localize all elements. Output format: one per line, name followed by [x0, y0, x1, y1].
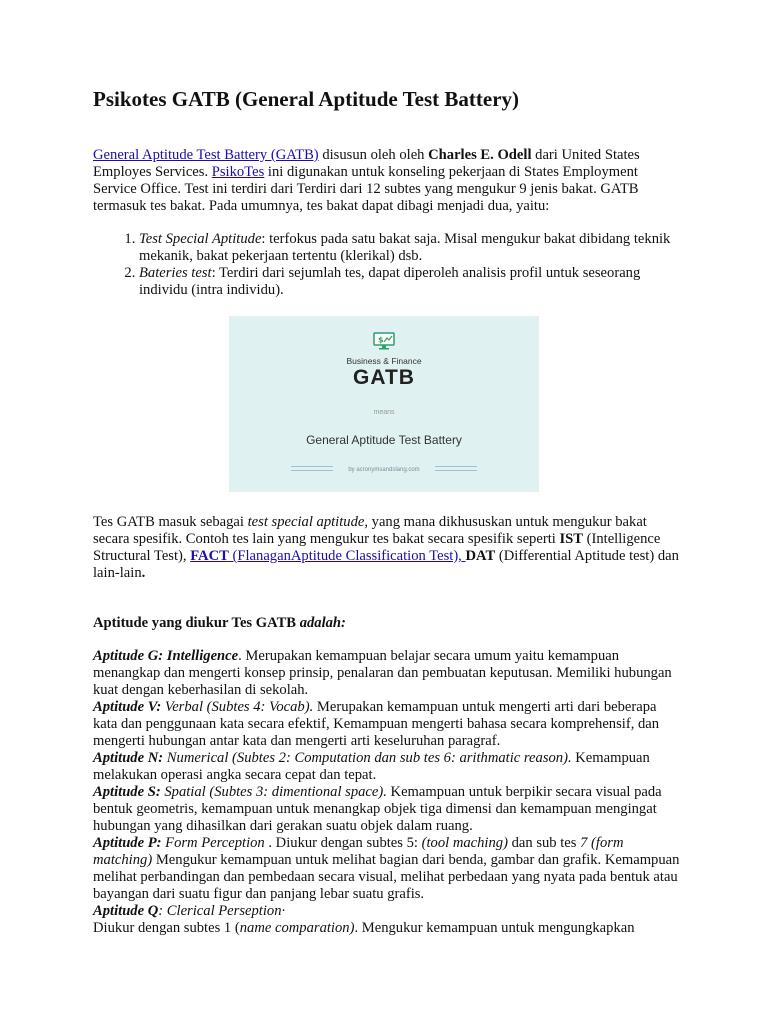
aptitude-emphasis: name comparation) [239, 920, 355, 936]
figure-category: Business & Finance [346, 356, 422, 366]
page-title: Psikotes GATB (General Aptitude Test Battery) [93, 87, 520, 111]
figure-credit: by acronymsandslang.com [348, 467, 420, 473]
aptitude-label: Aptitude G: Intelligence [93, 648, 239, 664]
aptitude-list [93, 648, 683, 937]
aptitude-text: . Diukur dengan subtes 5: [264, 835, 422, 851]
aptitude-v [93, 699, 683, 750]
aptitude-p [93, 835, 683, 903]
aptitude-text: Kemampuan melakukan operasi angka secara cepat dan tepat. [93, 750, 650, 783]
money-chart-icon [373, 332, 395, 350]
aptitude-label: Aptitude S: [93, 784, 161, 800]
aptitude-label: Aptitude Q [93, 903, 159, 919]
dat-term: DAT [465, 548, 496, 564]
test-types-list [93, 231, 683, 299]
intro-paragraph [93, 147, 683, 215]
aptitude-label: Aptitude V: [93, 699, 162, 715]
fact-link-text: (FlanaganAptitude Classification Test), [228, 548, 466, 564]
gatb-link[interactable]: General Aptitude Test Battery (GATB) [93, 147, 319, 163]
psikotes-link[interactable]: PsikoTes [211, 164, 265, 180]
aptitude-subtest: Spatial (Subtes 3: dimentional space). [160, 784, 387, 800]
aptitude-s [93, 784, 683, 835]
aptitude-text: Merupakan kemampuan untuk mengerti arti dari beberapa kata dan penggunaan kata secara efektif, Kemampuan mengerti bahasa secara komprehensif, dan mengerti hubungan antar kata dan mengerti arti keseluruhan paragraf. [93, 699, 660, 749]
aptitude-g [93, 648, 683, 699]
aptitude-text: Mengukur kemampuan untuk melihat bagian dari benda, gambar dan grafik. Kemampuan melihat perbandingan dan pembedaan secara visual, melihat perbedaan yang nyata pada bentuk atau bayangan dari suatu figur dan panjang lebar suatu grafis. [93, 852, 680, 902]
aptitude-text: Diukur dengan subtes 1 ( [93, 920, 240, 936]
aptitude-subtest: Form Perception [161, 835, 265, 851]
list-item-desc: : Terdiri dari sejumlah tes, dapat diperoleh analisis profil untuk seseorang individu (intra individu). [139, 265, 641, 298]
aptitude-text: . Merupakan kemampuan belajar secara umum yaitu kemampuan menangkap dan mengerti konsep prinsip, penalaran dan pembuatan keputusan. Memiliki hubungan kuat dengan keberhasilan di sekolah. [93, 648, 672, 698]
aptitude-text: . Mengukur kemampuan untuk mengungkapkan [354, 920, 635, 936]
aptitude-heading-main: Aptitude yang diukur Tes GATB [93, 615, 300, 631]
gatb-end-period: . [141, 565, 146, 581]
gatb-text-3: (Intelligence Structural Test), [93, 531, 661, 564]
aptitude-text: dan sub tes [507, 835, 581, 851]
aptitude-n [93, 750, 683, 784]
figure-abbreviation: GATB [353, 366, 415, 389]
aptitude-label: Aptitude P: [93, 835, 162, 851]
document-page [93, 86, 683, 937]
author-name: Charles E. Odell [428, 147, 532, 163]
list-item-term: Test Special Aptitude [139, 231, 262, 247]
list-item-term: Bateries test [139, 265, 212, 281]
ist-term: IST [559, 531, 583, 547]
list-item [139, 231, 683, 265]
aptitude-subtest: Verbal (Subtes 4: Vocab). [161, 699, 314, 715]
aptitude-heading-emphasis: adalah: [299, 615, 346, 631]
aptitude-q-detail [93, 920, 683, 937]
intro-text-3: ini digunakan untuk konseling pekerjaan di States Employment Service Office. Test ini terdiri dari Terdiri dari 12 subtes yang mengukur 9 jenis bakat. GATB termasuk tes bakat. Pada umumnya, tes bakat dapat dibagi menjadi dua, yaitu: [93, 164, 639, 214]
intro-text-1: disusun oleh oleh [318, 147, 429, 163]
aptitude-label: Aptitude N: [93, 750, 164, 766]
aptitude-q [93, 903, 683, 920]
gatb-text-4: (Differential Aptitude test) dan lain-lain [93, 548, 679, 581]
aptitude-emphasis: (tool maching) [421, 835, 508, 851]
figure-full-name: General Aptitude Test Battery [306, 433, 462, 447]
gatb-figure-image [229, 316, 539, 492]
figure-container [93, 316, 683, 492]
gatb-text-2: , yang mana dikhususkan untuk mengukur bakat secara spesifik. Contoh tes lain yang mengukur tes bakat secara spesifik seperti [93, 514, 647, 547]
aptitude-heading [93, 615, 683, 632]
figure-means: means [373, 409, 395, 416]
list-item-desc: : terfokus pada satu bakat saja. Misal mengukur bakat dibidang teknik mekanik, bakat pekerjaan tertentu (klerikal) dsb. [139, 231, 671, 264]
aptitude-subtest: : Clerical Perseption· [158, 903, 286, 919]
aptitude-text: Kemampuan untuk berpikir secara visual pada bentuk geometris, kemampuan untuk menangkap objek tiga dimensi dan kemampuan mengingat hubungan yang dihasilkan dari gerakan suatu objek dalam ruang. [93, 784, 662, 834]
fact-link[interactable] [190, 548, 465, 564]
aptitude-subtest: Numerical (Subtes 2: Computation dan sub tes 6: arithmatic reason). [163, 750, 572, 766]
gatb-emphasis: test special aptitude [247, 514, 365, 530]
fact-term: FACT [190, 548, 229, 564]
intro-text-2: dari United States Employes Services. [93, 147, 640, 180]
list-item [139, 265, 683, 299]
aptitude-emphasis: 7 (form matching) [93, 835, 624, 868]
gatb-paragraph [93, 514, 683, 582]
gatb-text-1: Tes GATB masuk sebagai [93, 514, 248, 530]
svg-text:$: $ [378, 335, 384, 345]
